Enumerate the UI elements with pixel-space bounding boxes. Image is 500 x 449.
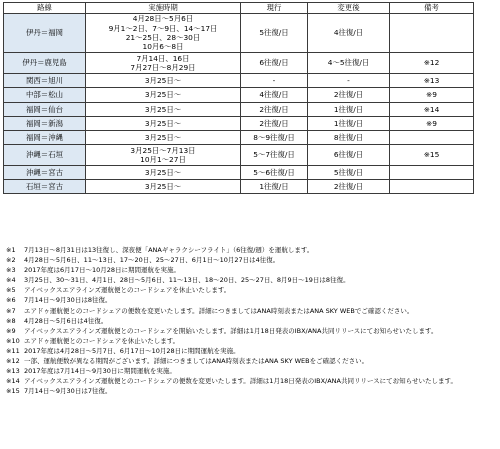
header-after: 変更後 [308,3,390,14]
note-cell [390,166,474,180]
period-cell: 7月14日、16日 7月27日〜8月29日 [86,53,241,74]
header-note: 備考 [390,3,474,14]
footnote [6,295,496,305]
route-cell: 伊丹＝福岡 [4,14,86,53]
current-cell: 5〜7往復/日 [241,145,308,166]
note-cell: ※13 [390,74,474,88]
footnote [6,245,496,255]
route-cell: 沖縄＝石垣 [4,145,86,166]
footnote [6,356,496,366]
footnote-text: 2017年度は6月17日〜10月28日に期間運航を実施。 [24,266,180,275]
footnote-key: ※1 [6,246,16,254]
note-cell: ※12 [390,53,474,74]
footnote-text: 2017年度は7月14日〜9月30日に期間運航を実施。 [24,367,176,376]
current-cell: 2往復/日 [241,103,308,117]
route-cell: 伊丹＝鹿児島 [4,53,86,74]
route-cell: 福岡＝沖縄 [4,131,86,145]
table-row [4,103,474,117]
route-cell: 関西＝旭川 [4,74,86,88]
footnote-text: 4月28日〜5月6日は4往復。 [24,316,108,325]
period-cell: 3月25日〜 [86,88,241,103]
period-cell: 3月25日〜 [86,166,241,180]
footnote [6,376,496,386]
footnote-key: ※14 [6,377,20,386]
footnote [6,366,496,376]
route-cell: 沖縄＝宮古 [4,166,86,180]
footnote [6,285,496,295]
table-row [4,117,474,131]
footnote-key: ※9 [6,326,16,335]
current-cell: 1往復/日 [241,180,308,194]
period-cell: 3月25日〜 [86,131,241,145]
footnote-text: 2017年度は4月28日〜5月7日、6月17日〜10月28日に期間運航を実施。 [24,346,240,355]
table-row [4,131,474,145]
current-cell: 4往復/日 [241,88,308,103]
table-row [4,53,474,74]
footnote-key: ※11 [6,346,20,355]
footnote-text: 7月14日〜9月30日は8往復。 [24,296,112,305]
footnote-key: ※2 [6,256,16,265]
period-cell: 3月25日〜 [86,74,241,88]
note-cell: ※14 [390,103,474,117]
route-cell: 石垣＝宮古 [4,180,86,194]
footnote [6,265,496,275]
current-cell: 8〜9往復/日 [241,131,308,145]
period-cell: 3月25日〜 [86,180,241,194]
after-cell: 2往復/日 [308,180,390,194]
footnote-key: ※4 [6,276,16,285]
period-cell: 3月25日〜7月13日 10月1〜27日 [86,145,241,166]
note-cell [390,131,474,145]
route-cell: 福岡＝仙台 [4,103,86,117]
table-row [4,74,474,88]
footnote [6,316,496,326]
table-row [4,166,474,180]
period-cell: 3月25日〜 [86,117,241,131]
footnote [6,306,496,316]
after-cell: 4往復/日 [308,14,390,53]
header-current: 現行 [241,3,308,14]
footnote-key: ※10 [6,336,20,345]
period-cell: 3月25日〜 [86,103,241,117]
footnote-key: ※12 [6,357,20,366]
current-cell: - [241,74,308,88]
footnote-key: ※13 [6,367,20,376]
after-cell: 2往復/日 [308,88,390,103]
footnote-key: ※15 [6,387,20,396]
footnote-text: 7月13日〜8月31日は13往復し、深夜便「ANAギャラクシーフライト」（6往復/週）を運航します。 [24,246,314,254]
note-cell: ※15 [390,145,474,166]
table-row [4,145,474,166]
note-cell [390,180,474,194]
route-change-table [3,2,474,194]
footnote-text: アイベックスエアラインズ運航便とのコードシェアの便数を変更いたします。詳細は1月18日発表のIBX/ANA共同リリースにてお知らせいたします。 [24,377,457,386]
footnote-text: エアドゥ運航便とのコードシェアを休止いたします。 [24,336,180,345]
footnote-key: ※7 [6,306,16,315]
footnote [6,275,496,285]
footnote [6,255,496,265]
footnote [6,386,496,396]
table-row [4,14,474,53]
footnote-text: 3月25日、30〜31日、4月1日、28日〜5月6日、11〜13日、18〜20日、25〜27日、8月9日〜19日は8往復。 [24,276,350,285]
after-cell: 6往復/日 [308,145,390,166]
footnote-text: エアドゥ運航便とのコードシェアの便数を変更いたします。詳細につきましてはANA時刻表またはANA SKY WEBでご確認ください。 [24,306,414,315]
after-cell: - [308,74,390,88]
footnote [6,326,496,336]
table-header-row [4,3,474,14]
period-cell: 4月28日〜5月6日 9月1〜2日、7〜9日、14〜17日 21〜25日、28〜30日 10月6〜8日 [86,14,241,53]
footnote-text: アイベックスエアラインズ運航便とのコードシェアを開始いたします。詳細は1月18日発表のIBX/ANA共同リリースにてお知らせいたします。 [24,326,438,335]
route-cell: 中部＝松山 [4,88,86,103]
footnote-key: ※3 [6,266,16,275]
footnote-key: ※5 [6,286,16,295]
header-route: 路線 [4,3,86,14]
footnote-key: ※6 [6,296,16,305]
footnote [6,346,496,356]
header-period: 実施時期 [86,3,241,14]
after-cell: 1往復/日 [308,103,390,117]
footnote-key: ※8 [6,316,16,325]
current-cell: 2往復/日 [241,117,308,131]
footnote-text: 7月14日〜9月30日は7往復。 [24,387,112,396]
footnote-text: 4月28日〜5月6日、11〜13日、17〜20日、25〜27日、6月1日〜10月27日は4往復。 [24,256,280,265]
after-cell: 8往復/日 [308,131,390,145]
after-cell: 1往復/日 [308,117,390,131]
footnotes [6,245,496,396]
footnote [6,336,496,346]
current-cell: 5往復/日 [241,14,308,53]
table-row [4,88,474,103]
table-row [4,180,474,194]
note-cell: ※9 [390,117,474,131]
current-cell: 6往復/日 [241,53,308,74]
footnote-text: 一部、運航便数が異なる期間がございます。詳細につきましてはANA時刻表またはANA SKY WEBをご確認ください。 [24,357,369,366]
current-cell: 5〜6往復/日 [241,166,308,180]
footnote-text: アイベックスエアラインズ運航便とのコードシェアを休止いたします。 [24,286,231,295]
after-cell: 5往復/日 [308,166,390,180]
note-cell: ※9 [390,88,474,103]
note-cell [390,14,474,53]
route-cell: 福岡＝新潟 [4,117,86,131]
after-cell: 4〜5往復/日 [308,53,390,74]
